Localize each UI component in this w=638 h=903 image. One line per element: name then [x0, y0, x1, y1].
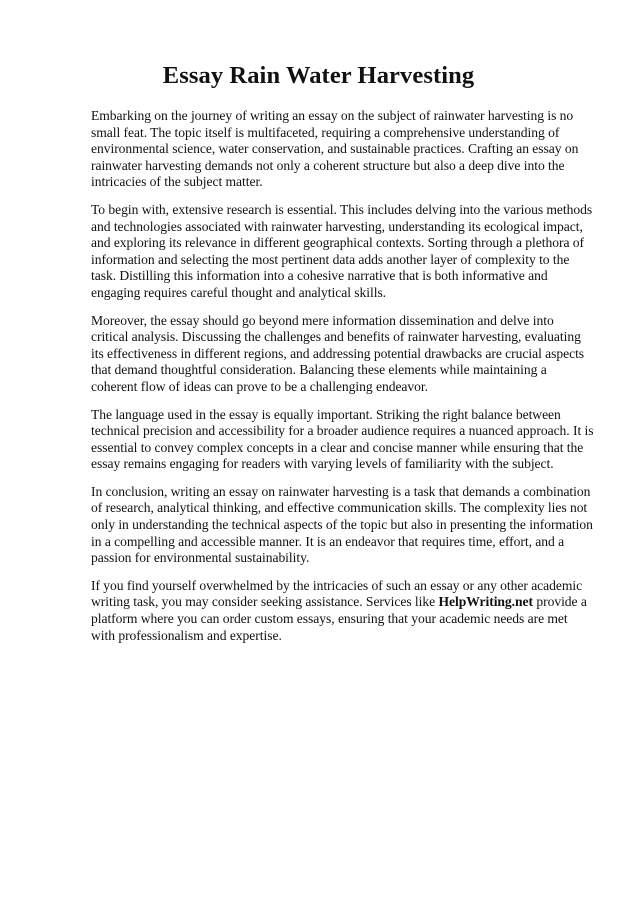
paragraph-conclusion: In conclusion, writing an essay on rainwater harvesting is a task that demands a combination of research, analytical thinking, and effective communication skills. The complexity lies not only in understanding the technical aspects of the topic but also in presenting the information in a compelling and accessible manner. It is an endeavor that requires time, effort, and a passion for environmental sustainability.: [91, 483, 593, 566]
paragraph-closing: [91, 578, 594, 644]
closing-text-before: If you find yourself overwhelmed by the intricacies of such an essay or any other academic writing task, you may consider seeking assistance. Services like: [91, 577, 583, 610]
closing-text-after: provide a platform where you can order custom essays, ensuring that your academic needs are met with professionalism and expertise.: [91, 594, 587, 643]
paragraph-research: To begin with, extensive research is essential. This includes delving into the various methods and technologies associated with rainwater harvesting, understanding its ecological impact, and exploring its relevance in different geographical contexts. Sorting through a plethora of information and selecting the most pertinent data adds another layer of complexity to the task. Distilling this information into a cohesive narrative that is both informative and engaging requires careful thought and analytical skills.: [91, 201, 593, 300]
paragraph-analysis: Moreover, the essay should go beyond mere information dissemination and delve into critical analysis. Discussing the challenges and benefits of rainwater harvesting, evaluating its effectiveness in different regions, and addressing potential drawbacks are crucial aspects that demand thoughtful consideration. Balancing these elements while maintaining a coherent flow of ideas can prove to be a challenging endeavor.: [91, 312, 585, 394]
page-title: Essay Rain Water Harvesting: [162, 62, 475, 89]
paragraph-language: The language used in the essay is equally important. Striking the right balance between technical precision and accessibility for a broader audience requires a nuanced approach. It is essential to convey complex concepts in a clear and concise manner while ensuring that the essay remains engaging for readers with varying levels of familiarity with the subject.: [91, 406, 594, 472]
paragraph-intro: Embarking on the journey of writing an essay on the subject of rainwater harvesting is no small feat. The topic itself is multifaceted, requiring a comprehensive understanding of environmental science, water conservation, and sustainable practices. Crafting an essay on rainwater harvesting demands not only a coherent structure but also a deep dive into the intricacies of the subject matter.: [91, 108, 579, 190]
brand-name: HelpWriting.net: [438, 594, 534, 610]
